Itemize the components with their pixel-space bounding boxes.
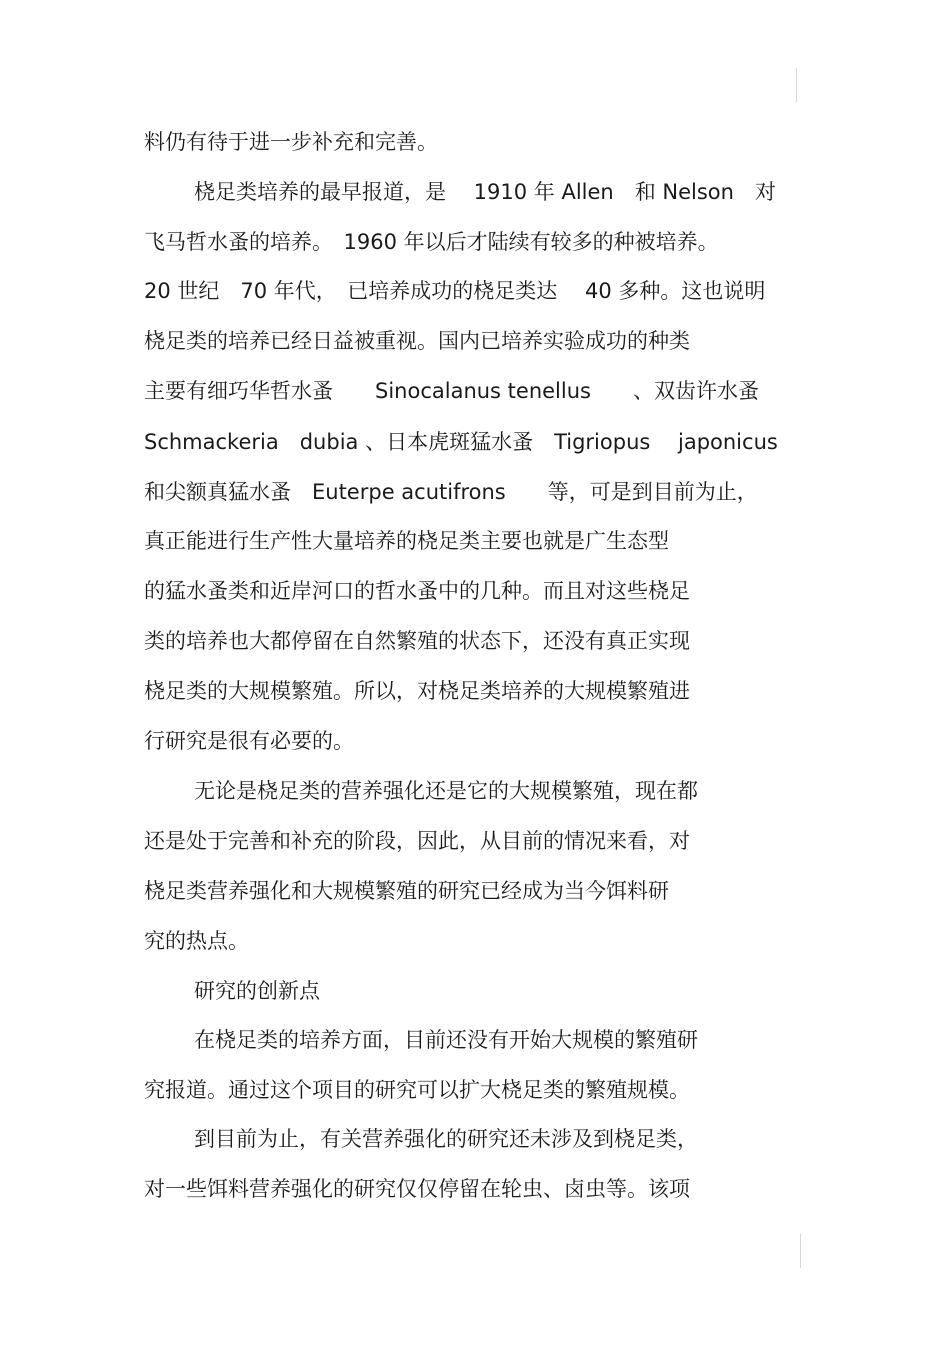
paragraph-start-line: 桡足类培养的最早报道，是 1910 年 Allen 和 Nelson 对 — [194, 180, 776, 204]
text-line: 桡足类的培养已经日益被重视。国内已培养实验成功的种类 — [144, 329, 690, 353]
text-line: 类的培养也大都停留在自然繁殖的状态下，还没有真正实现 — [144, 629, 690, 653]
margin-mark-bottom — [800, 1234, 801, 1268]
text-line: 还是处于完善和补充的阶段，因此，从目前的情况来看，对 — [144, 829, 690, 853]
margin-mark-top — [796, 68, 797, 102]
text-line: 的猛水蚤类和近岸河口的哲水蚤中的几种。而且对这些桡足 — [144, 579, 690, 603]
text-line: 桡足类营养强化和大规模繁殖的研究已经成为当今饵料研 — [144, 879, 669, 903]
text-line: 桡足类的大规模繁殖。所以，对桡足类培养的大规模繁殖进 — [144, 679, 690, 703]
text-line: 料仍有待于进一步补充和完善。 — [144, 130, 438, 154]
text-line: 20 世纪 70 年代， 已培养成功的桡足类达 40 多种。这也说明 — [144, 279, 766, 303]
section-heading: 研究的创新点 — [194, 979, 320, 1003]
paragraph-start-line: 到目前为止，有关营养强化的研究还未涉及到桡足类， — [194, 1127, 698, 1151]
text-line: 究报道。通过这个项目的研究可以扩大桡足类的繁殖规模。 — [144, 1078, 690, 1102]
text-line: 主要有细巧华哲水蚤 Sinocalanus tenellus 、双齿许水蚤 — [144, 379, 759, 403]
text-line: 究的热点。 — [144, 929, 249, 953]
text-line: 飞马哲水蚤的培养。 1960 年以后才陆续有较多的种被培养。 — [144, 230, 719, 254]
paragraph-start-line: 在桡足类的培养方面，目前还没有开始大规模的繁殖研 — [194, 1028, 698, 1052]
text-line: 真正能进行生产性大量培养的桡足类主要也就是广生态型 — [144, 529, 669, 553]
text-line: 对一些饵料营养强化的研究仅仅停留在轮虫、卤虫等。该项 — [144, 1177, 690, 1201]
text-line: Schmackeria dubia 、日本虎斑猛水蚤 Tigriopus japonicus — [144, 430, 778, 454]
paragraph-start-line: 无论是桡足类的营养强化还是它的大规模繁殖，现在都 — [194, 779, 698, 803]
text-line: 行研究是很有必要的。 — [144, 729, 354, 753]
text-line: 和尖额真猛水蚤 Euterpe acutifrons 等，可是到目前为止， — [144, 480, 758, 504]
